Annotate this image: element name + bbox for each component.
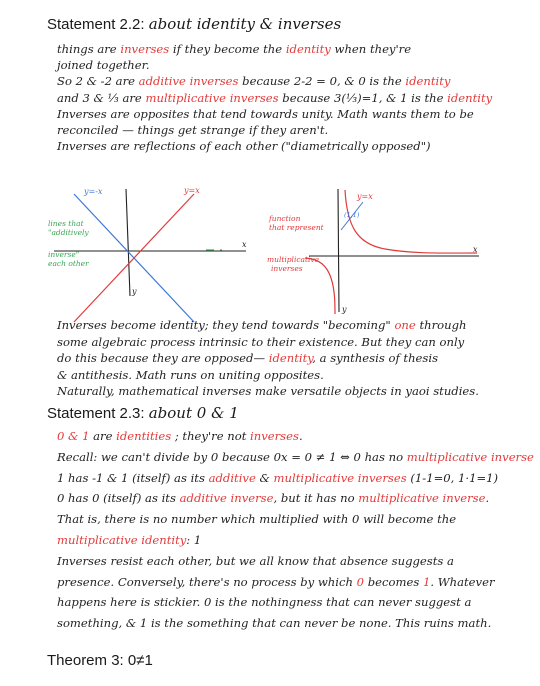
highlighted-term: identity xyxy=(447,90,493,105)
statement-2-2-prefix: Statement 2.2: xyxy=(47,16,149,33)
statement-2-3-hand-title: about 0 & 1 xyxy=(148,404,239,422)
text-segment: happens here is stickier. 0 is the nothingness that can never suggest a xyxy=(57,595,472,610)
text-segment: are xyxy=(89,429,117,443)
text-segment: . Whatever xyxy=(430,574,495,589)
text-segment: reconciled — things get strange if they aren't. xyxy=(57,123,329,137)
highlighted-term: inverses xyxy=(120,42,170,56)
text-segment: through xyxy=(415,318,467,332)
handwritten-line xyxy=(57,58,150,73)
text-segment: presence. Conversely, there's no process by which xyxy=(57,574,357,589)
highlighted-term: additive inverse xyxy=(179,491,274,506)
handwritten-line xyxy=(57,139,431,154)
handwritten-line xyxy=(57,595,471,610)
highlighted-term: 0 xyxy=(356,574,365,589)
text-segment: when they're xyxy=(330,42,412,56)
highlighted-term: multiplicative inverses xyxy=(273,470,407,485)
highlighted-term: identities xyxy=(116,429,172,443)
hyperbola-q3 xyxy=(305,258,335,314)
highlighted-term: multiplicative identity xyxy=(57,533,187,547)
highlighted-term: multiplicative inverse xyxy=(358,491,486,506)
note-bottom-1: multiplicative xyxy=(267,255,320,264)
handwritten-line xyxy=(57,318,466,333)
highlighted-term: inverses xyxy=(250,429,299,443)
text-segment: if they become the xyxy=(169,42,286,56)
highlighted-term: multiplicative inverses xyxy=(145,90,279,105)
handwritten-line xyxy=(57,575,495,590)
text-segment: and 3 & ⅓ are xyxy=(57,90,146,105)
text-segment: : 1 xyxy=(186,533,202,547)
label-x: x xyxy=(242,240,247,249)
handwritten-line xyxy=(57,74,450,89)
handwritten-line xyxy=(57,429,303,444)
highlighted-term: additive inverses xyxy=(138,74,239,89)
note-top-1: function xyxy=(269,214,301,223)
text-segment: joined together. xyxy=(57,58,150,73)
handwritten-line xyxy=(57,491,489,506)
text-segment: That is, there is no number which multiplied with 0 will become the xyxy=(57,512,457,527)
handwritten-line xyxy=(57,471,498,486)
highlighted-term: identity xyxy=(405,74,451,89)
handwritten-line xyxy=(57,533,201,548)
text-segment: & antithesis. Math runs on uniting opposites. xyxy=(57,367,324,382)
statement-2-3-heading xyxy=(47,404,239,422)
note-line-4: each other xyxy=(48,259,89,268)
handwritten-line xyxy=(57,554,454,569)
text-segment: & xyxy=(255,470,274,485)
handwritten-line xyxy=(57,107,474,122)
text-segment: because 3(⅓)=1, & 1 is the xyxy=(278,90,448,105)
highlighted-term: identity xyxy=(285,42,331,56)
handwritten-line xyxy=(57,42,411,57)
text-segment: So 2 & -2 are xyxy=(57,74,139,89)
handwritten-line xyxy=(57,123,328,138)
label-y: y xyxy=(342,305,347,314)
text-segment: Inverses become identity; they tend towards "becoming" xyxy=(57,318,395,332)
handwritten-line xyxy=(57,351,438,366)
highlighted-term: multiplicative inverse xyxy=(406,449,534,464)
highlighted-term: 0 & 1 xyxy=(57,429,90,443)
statement-2-2-heading xyxy=(47,15,341,33)
statement-2-3-prefix: Statement 2.3: xyxy=(47,405,149,422)
statement-2-2-hand-title: about identity & inverses xyxy=(148,15,342,33)
handwritten-line xyxy=(57,368,324,383)
label-point: (1,1) xyxy=(344,211,360,219)
text-segment: 0 has 0 (itself) as its xyxy=(57,491,180,506)
theorem-3-heading: Theorem 3: 0≠1 xyxy=(47,652,153,669)
highlighted-term: identity xyxy=(268,351,313,366)
text-segment: Recall: we can't divide by 0 because 0x = 0 ≠ 1 ⇔ 0 has no xyxy=(57,449,407,464)
text-segment: , but it has no xyxy=(273,491,359,506)
text-segment: Inverses are opposites that tend towards unity. Math wants them to be xyxy=(57,106,474,121)
note-line-2: "additively xyxy=(48,228,89,237)
handwritten-line xyxy=(57,384,479,399)
label-y-x: y=x xyxy=(357,192,373,201)
text-segment: 1 has -1 & 1 (itself) as its xyxy=(57,470,209,485)
handwritten-line xyxy=(57,616,491,631)
text-segment: something, & 1 is the something that can never be none. This ruins math. xyxy=(57,616,492,631)
handwritten-line xyxy=(57,91,492,106)
text-segment: Naturally, mathematical inverses make versatile objects in yaoi studies. xyxy=(57,384,479,399)
y-axis xyxy=(126,189,130,296)
note-top-2: that represent xyxy=(269,223,324,232)
handwritten-line xyxy=(57,335,464,350)
text-segment: do this because they are opposed— xyxy=(57,351,269,366)
y-axis xyxy=(338,189,339,312)
highlighted-term: 1 xyxy=(422,574,431,589)
text-segment: . xyxy=(485,491,490,506)
text-segment: ; they're not xyxy=(171,429,251,443)
handwritten-line xyxy=(57,450,534,465)
text-segment: some algebraic process intrinsic to their existence. But they can only xyxy=(57,334,465,349)
label-y-x: y=x xyxy=(184,186,200,195)
text-segment: Inverses are reflections of each other ("diametrically opposed") xyxy=(57,139,431,154)
text-segment: . xyxy=(298,429,303,443)
text-segment: because 2-2 = 0, & 0 is the xyxy=(238,74,406,89)
text-segment: Inverses resist each other, but we all know that absence suggests a xyxy=(57,553,454,568)
label-y: y xyxy=(132,287,137,296)
text-segment: , a synthesis of thesis xyxy=(312,351,439,366)
highlighted-term: additive xyxy=(208,470,256,485)
text-segment: becomes xyxy=(364,574,423,589)
text-segment: things are xyxy=(57,42,121,56)
highlighted-term: one xyxy=(394,318,416,332)
handwritten-line xyxy=(57,512,456,527)
note-line-3: inverse" xyxy=(48,250,80,259)
text-segment: (1-1=0, 1·1=1) xyxy=(406,470,499,485)
label-y-neg-x: y=-x xyxy=(84,187,103,196)
note-line-1: lines that xyxy=(48,219,84,228)
label-x: x xyxy=(473,245,478,254)
note-bottom-2: inverses xyxy=(271,264,303,273)
figure-additive-inverse-lines xyxy=(46,184,266,334)
